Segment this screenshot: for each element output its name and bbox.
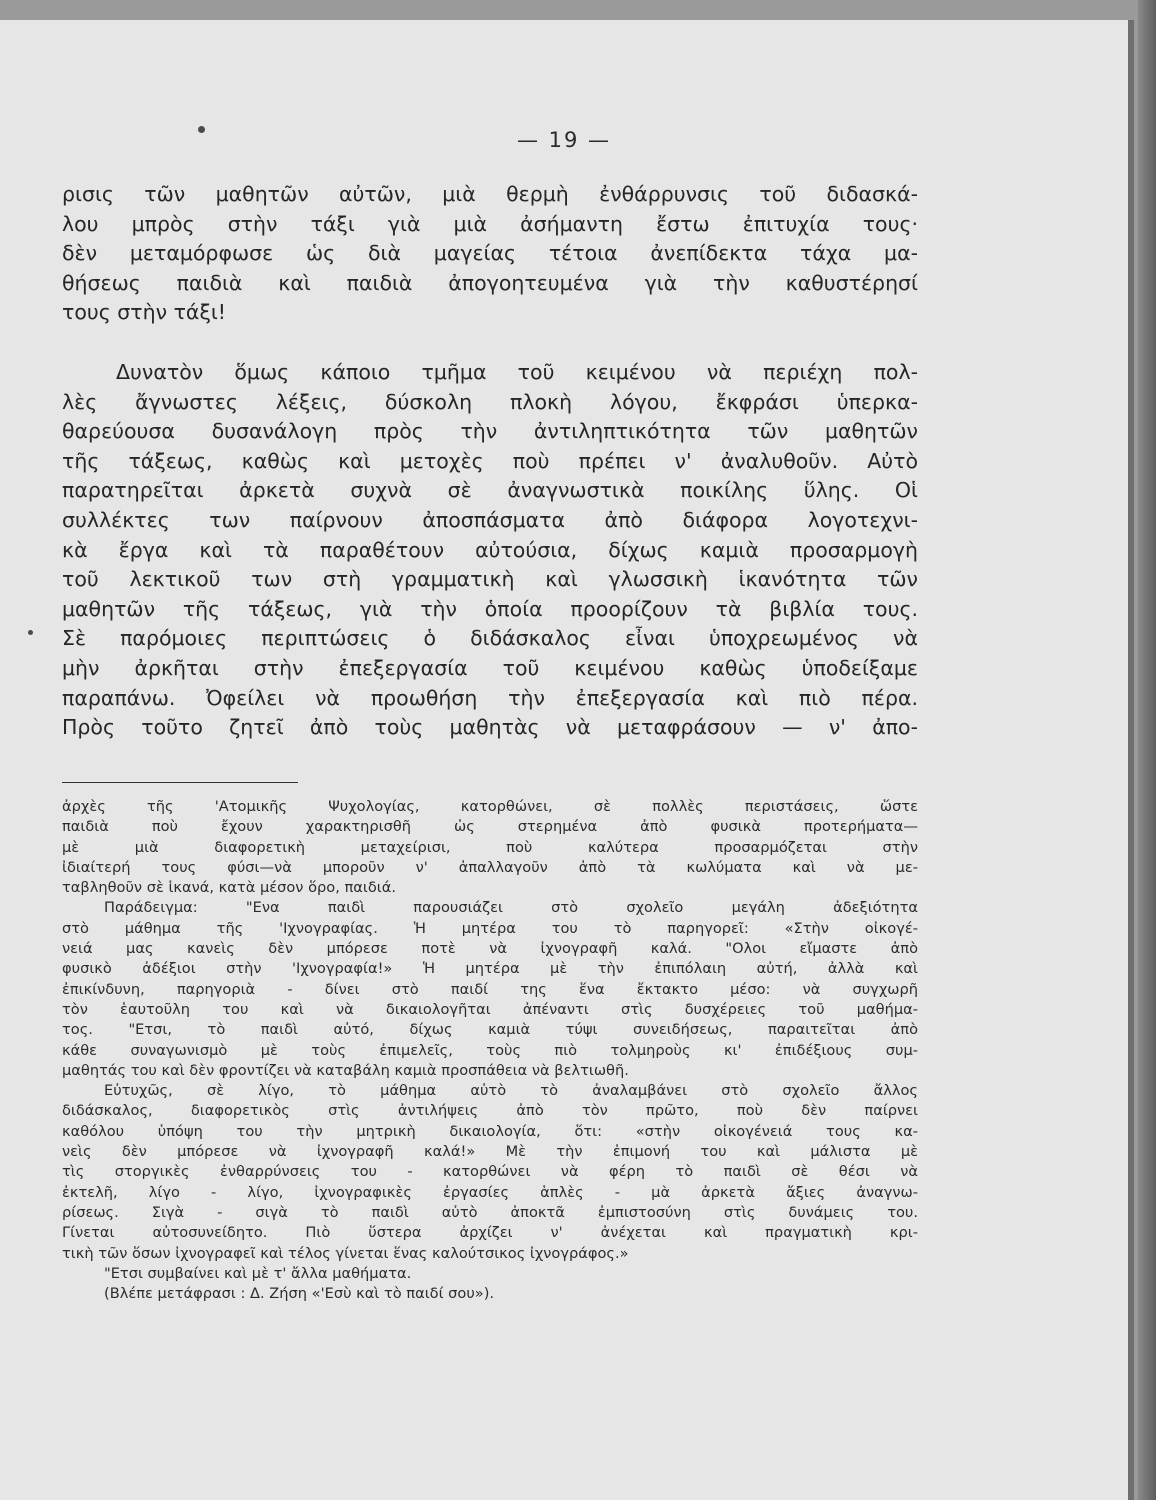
text-line: παραπάνω. Ὀφείλει νὰ προωθήση τὴν ἐπεξεργασία καὶ πιὸ πέρα. xyxy=(62,685,918,710)
footnote-line: τὸν ἑαυτοῦλη του καὶ νὰ δικαιολογῆται ἀπέναντι στὶς δυσχέρειες τοῦ μαθήμα- xyxy=(62,1000,918,1018)
footnote-line: ἐπικίνδυνη, παρηγοριὰ - δίνει στὸ παιδί της ἕνα ἔκτακτο μέσο: νὰ συγχωρῆ xyxy=(62,980,918,998)
footnote-paragraph-1 xyxy=(62,797,918,898)
footnote-line: φυσικὸ ἀδέξιοι στὴν 'Ιχνογραφία!» Ἡ μητέρα μὲ τὴν ἐπιπόλαιη αὐτή, ἀλλὰ καὶ xyxy=(62,960,918,978)
footnote-paragraph-5 xyxy=(62,1284,918,1304)
footnotes xyxy=(62,797,918,1304)
footnote-paragraph-4 xyxy=(62,1264,918,1284)
footnote-line: Γίνεται αὐτοσυνείδητο. Πιὸ ὕστερα ἀρχίζει ν' ἀνέχεται καὶ πραγματικὴ κρι- xyxy=(62,1224,918,1242)
footnote-line: στὸ μάθημα τῆς 'Ιχνογραφίας. Ἡ μητέρα του τὸ παρηγορεῖ: «Στὴν οἰκογέ- xyxy=(62,919,918,937)
footnote-paragraph-2 xyxy=(62,898,918,1081)
main-text xyxy=(62,180,918,743)
footnote-line: ἰδιαίτερή τους φύσι—νὰ μποροῦν ν' ἀπαλλαγοῦν ἀπὸ τὰ κωλύματα καὶ νὰ με- xyxy=(62,858,918,876)
footnote-line: καθόλου ὑπόψη του τὴν μητρικὴ δικαιολογία, ὅτι: «στὴν οἰκογένειά τους κα- xyxy=(62,1122,918,1140)
footnote-line: τὶς στοργικὲς ἐνθαρρύνσεις του - κατορθώνει νὰ φέρη τὸ παιδὶ σὲ θέσι νὰ xyxy=(62,1163,918,1181)
footnote-line: "Ετσι συμβαίνει καὶ μὲ τ' ἄλλα μαθήματα. xyxy=(104,1264,412,1282)
page-number: — 19 — xyxy=(516,128,612,152)
text-line: Πρὸς τοῦτο ζητεῖ ἀπὸ τοὺς μαθητὰς νὰ μεταφράσουν — ν' ἀπο- xyxy=(62,715,918,740)
text-line: συλλέκτες των παίρνουν ἀποσπάσματα ἀπὸ διάφορα λογοτεχνι- xyxy=(62,507,918,532)
text-line: παρατηρεῖται ἀρκετὰ συχνὰ σὲ ἀναγνωστικὰ ποικίλης ὕλης. Οἱ xyxy=(62,478,918,503)
footnote-paragraph-3 xyxy=(62,1081,918,1264)
text-line: θήσεως παιδιὰ καὶ παιδιὰ ἀπογοητευμένα γιὰ τὴν καθυστέρησί xyxy=(62,270,918,295)
book-spine xyxy=(1138,0,1156,1500)
text-line: λὲς ἄγνωστες λέξεις, δύσκολη πλοκὴ λόγου, ἔκφράσι ὑπερκα- xyxy=(62,389,918,414)
text-line: κὰ ἔργα καὶ τὰ παραθέτουν αὐτούσια, δίχως καμιὰ προσαρμογὴ xyxy=(62,537,918,562)
footnote-line: ρίσεως. Σιγὰ - σιγὰ τὸ παιδὶ αὐτὸ ἀποκτᾶ ἐμπιστοσύνη στὶς δυνάμεις του. xyxy=(62,1203,918,1221)
footnote-line: μαθητάς του καὶ δὲν φροντίζει νὰ καταβάλη καμιὰ προσπάθεια νὰ βελτιωθῆ. xyxy=(62,1061,629,1079)
footnote-line: τος. "Ετσι, τὸ παιδὶ αὐτό, δίχως καμιὰ τύψι συνειδήσεως, παραιτεῖται ἀπὸ xyxy=(62,1021,918,1039)
footnote-divider xyxy=(62,782,298,783)
main-paragraph-2 xyxy=(62,358,918,743)
text-line: μὴν ἀρκῆται στὴν ἐπεξεργασία τοῦ κειμένου καθὼς ὑποδείξαμε xyxy=(62,655,918,680)
text-line: ρισις τῶν μαθητῶν αὐτῶν, μιὰ θερμὴ ἐνθάρρυνσις τοῦ διδασκά- xyxy=(62,182,918,206)
footnote-line: παιδιὰ ποὺ ἔχουν χαρακτηρισθῆ ὡς στερημένα ἀπὸ φυσικὰ προτερήματα— xyxy=(62,818,918,836)
footnote-line: (Βλέπε μετάφρασι : Δ. Ζήση «'Εσὺ καὶ τὸ παιδί σου»). xyxy=(104,1285,495,1303)
footnote-line: τικὴ τῶν ὅσων ἰχνογραφεῖ καὶ τέλος γίνεται ἕνας καλούτσικος ἰχνογράφος.» xyxy=(62,1244,629,1262)
text-line: Σὲ παρόμοιες περιπτώσεις ὁ διδάσκαλος εἶναι ὑποχρεωμένος νὰ xyxy=(62,626,918,651)
footnote-line: νεὶς δὲν μπόρεσε νὰ ἰχνογραφῆ καλά!» Μὲ τὴν ἐπιμονή του καὶ μάλιστα μὲ xyxy=(62,1143,918,1161)
footnote-line: ἀρχὲς τῆς 'Ατομικῆς Ψυχολογίας, κατορθώνει, σὲ πολλὲς περιστάσεις, ὥστε xyxy=(62,798,918,815)
footnote-line: μὲ μιὰ διαφορετικὴ μεταχείρισι, ποὺ καλύτερα προσαρμόζεται στὴν xyxy=(62,838,918,856)
footnote-line: διδάσκαλος, διαφορετικὸς στὶς ἀντιλήψεις ἀπὸ τὸν πρῶτο, ποὺ δὲν παίρνει xyxy=(62,1102,918,1120)
text-line: λου μπρὸς στὴν τάξι γιὰ μιὰ ἀσήμαντη ἔστω ἐπιτυχία τους· xyxy=(62,211,918,236)
text-line: τῆς τάξεως, καθὼς καὶ μετοχὲς ποὺ πρέπει ν' ἀναλυθοῦν. Αὐτὸ xyxy=(62,448,918,473)
text-line: μαθητῶν τῆς τάξεως, γιὰ τὴν ὁποία προορίζουν τὰ βιβλία τους. xyxy=(62,596,918,621)
footnote-line: νειά μας κανεὶς δὲν μπόρεσε ποτὲ νὰ ἰχνογραφῆ καλά. "Ολοι εἴμαστε ἀπὸ xyxy=(62,940,918,958)
text-line: δὲν μεταμόρφωσε ὡς διὰ μαγείας τέτοια ἀνεπίδεκτα τάχα μα- xyxy=(62,241,918,266)
text-line: τους στὴν τάξι! xyxy=(62,300,227,325)
footnote-line: Παράδειγμα: "Ενα παιδὶ παρουσιάζει στὸ σχολεῖο μεγάλη ἀδεξιότητα xyxy=(104,899,918,917)
footnote-line: κάθε συναγωνισμὸ μὲ τοὺς ἐπιμελεῖς, τοὺς πιὸ τολμηροὺς κι' ἐπιδέξιους συμ- xyxy=(62,1041,918,1059)
ink-speck xyxy=(28,630,33,635)
text-line: τοῦ λεκτικοῦ των στὴ γραμματικὴ καὶ γλωσσικὴ ἱκανότητα τῶν xyxy=(62,567,918,592)
footnote-line: Εὐτυχῶς, σὲ λίγο, τὸ μάθημα αὐτὸ τὸ ἀναλαμβάνει στὸ σχολεῖο ἄλλος xyxy=(104,1082,918,1100)
book-page xyxy=(0,20,1128,1500)
main-paragraph-1 xyxy=(62,180,918,328)
footnote-line: ἐκτελῆ, λίγο - λίγο, ἰχνογραφικὲς ἐργασίες ἁπλὲς - μὰ ἀρκετὰ ἄξιες ἀναγνω- xyxy=(62,1183,918,1201)
text-line: Δυνατὸν ὅμως κάποιο τμῆμα τοῦ κειμένου νὰ περιέχη πολ- xyxy=(116,359,918,384)
footnote-line: ταβληθοῦν σὲ ἱκανά, κατὰ μέσον ὅρο, παιδιά. xyxy=(62,879,396,897)
text-line: θαρεύουσα δυσανάλογη πρὸς τὴν ἀντιληπτικότητα τῶν μαθητῶν xyxy=(62,419,918,444)
